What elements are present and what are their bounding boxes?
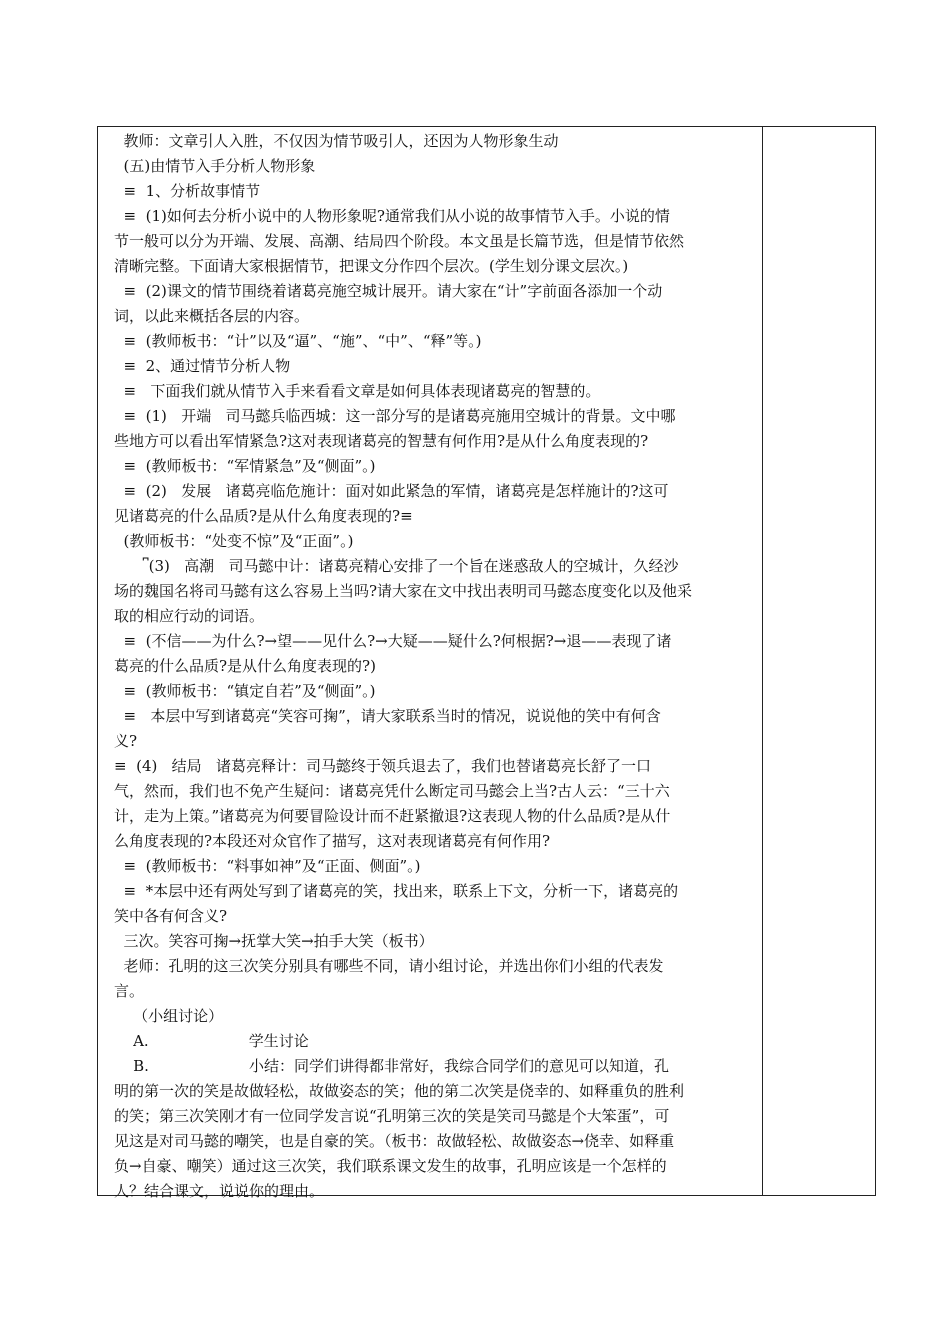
text-line: 场的魏国名将司马懿有这么容易上当吗?请大家在文中找出表明司马懿态度变化以及他采: [114, 582, 693, 600]
text-line: ≡ 2、通过情节分析人物: [114, 357, 291, 375]
text-line: ≡ *本层中还有两处写到了诸葛亮的笑，找出来，联系上下文，分析一下，诸葛亮的: [114, 882, 679, 900]
text-line: (教师板书：“处变不惊”及“正面”。): [114, 532, 354, 550]
text-line: ⎴(3) 高潮 司马懿中计：诸葛亮精心安排了一个旨在迷惑敌人的空城计，久经沙: [114, 557, 679, 575]
text-line: 笑中各有何含义?: [114, 907, 228, 925]
text-line: ≡ (2) 发展 诸葛亮临危施计：面对如此紧急的军情，诸葛亮是怎样施计的?这可: [114, 482, 669, 500]
text-line: （小组讨论）: [114, 1007, 224, 1025]
notes-column: [764, 127, 875, 1195]
text-line: 老师：孔明的这三次笑分别具有哪些不同，请小组讨论，并选出你们小组的代表发: [114, 957, 664, 975]
text-line: ≡ 本层中写到诸葛亮“笑容可掬”，请大家联系当时的情况，说说他的笑中有何含: [114, 707, 661, 725]
text-line: ≡ 1、分析故事情节: [114, 182, 261, 200]
text-line: ≡ 下面我们就从情节入手来看看文章是如何具体表现诸葛亮的智慧的。: [114, 382, 601, 400]
text-line: 气，然而，我们也不免产生疑问：诸葛亮凭什么断定司马懿会上当?古人云：“三十六: [114, 782, 670, 800]
text-line: ≡ (1) 开端 司马懿兵临西城：这一部分写的是诸葛亮施用空城计的背景。文中哪: [114, 407, 676, 425]
text-line: 见这是对司马懿的嘲笑，也是自豪的笑。（板书：故做轻松、故做姿态→侥幸、如释重: [114, 1132, 675, 1150]
text-line: 些地方可以看出军情紧急?这对表现诸葛亮的智慧有何作用?是从什么角度表现的?: [114, 432, 649, 450]
lesson-plan-table: [97, 126, 876, 1200]
text-line: 取的相应行动的词语。: [114, 607, 265, 625]
text-line: ≡ (教师板书：“料事如神”及“正面、侧面”。): [114, 857, 421, 875]
text-line: ≡ (教师板书：“军情紧急”及“侧面”。): [114, 457, 376, 475]
text-line: 清晰完整。下面请大家根据情节，把课文分作四个层次。(学生划分课文层次。): [114, 257, 629, 275]
text-line: ≡ (4) 结局 诸葛亮释计：司马懿终于领兵退去了，我们也替诸葛亮长舒了一口: [114, 757, 651, 775]
column-divider: [762, 127, 763, 1195]
text-line: 明的第一次的笑是故做轻松，故做姿态的笑；他的第二次笑是侥幸的、如释重负的胜利: [114, 1082, 685, 1100]
text-line: 教师：文章引人入胜，不仅因为情节吸引人，还因为人物形象生动: [114, 132, 559, 150]
text-line: ≡ (1)如何去分析小说中的人物形象呢?通常我们从小说的故事情节入手。小说的情: [114, 207, 670, 225]
text-line: 的笑；第三次笑刚才有一位同学发言说“孔明第三次的笑是笑司马懿是个大笨蛋”，可: [114, 1107, 670, 1125]
text-line: ≡ (不信——为什么?→望——见什么?→大疑——疑什么?何根据?→退——表现了诸: [114, 632, 672, 650]
text-line: B. 小结：同学们讲得都非常好，我综合同学们的意见可以知道，孔: [114, 1057, 669, 1075]
text-line: 言。: [114, 982, 145, 1000]
text-line: 负→自豪、嘲笑）通过这三次笑，我们联系课文发生的故事，孔明应该是一个怎样的: [114, 1157, 667, 1175]
lesson-content-cell: [114, 129, 762, 1204]
text-line: 词，以此来概括各层的内容。: [114, 307, 310, 325]
text-line: (五)由情节入手分析人物形象: [114, 157, 316, 175]
text-line: ≡ (教师板书：“计”以及“逼”、“施”、“中”、“释”等。): [114, 332, 482, 350]
text-line: 义?: [114, 732, 138, 750]
text-line: 么角度表现的?本段还对众官作了描写，这对表现诸葛亮有何作用?: [114, 832, 551, 850]
text-line: 人？结合课文，说说你的理由。: [114, 1182, 325, 1200]
text-line: 计，走为上策。”诸葛亮为何要冒险设计而不赶紧撤退?这表现人物的什么品质?是从什: [114, 807, 671, 825]
text-line: 节一般可以分为开端、发展、高潮、结局四个阶段。本文虽是长篇节选，但是情节依然: [114, 232, 685, 250]
text-line: ≡ (2)课文的情节围绕着诸葛亮施空城计展开。请大家在“计”字前面各添加一个动: [114, 282, 663, 300]
text-line: ≡ (教师板书：“镇定自若”及“侧面”。): [114, 682, 376, 700]
text-line: 见诸葛亮的什么品质?是从什么角度表现的?≡: [114, 507, 413, 525]
text-line: A. 学生讨论: [114, 1032, 309, 1050]
text-line: 三次。笑容可掬→抚掌大笑→拍手大笑（板书）: [114, 932, 434, 950]
text-line: 葛亮的什么品质?是从什么角度表现的?): [114, 657, 376, 675]
